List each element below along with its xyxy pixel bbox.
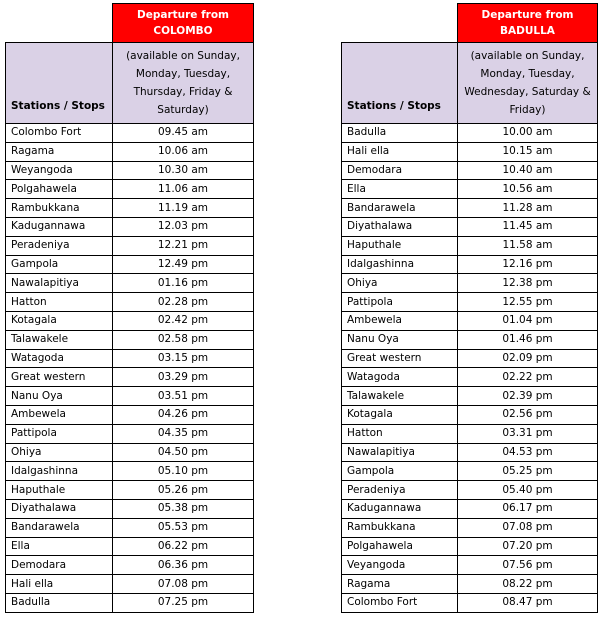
departure-time: 02.09 pm	[458, 349, 598, 368]
table-row	[6, 274, 254, 293]
station-name: Kadugannawa	[342, 499, 458, 518]
departure-time: 11.19 am	[113, 199, 254, 218]
table-row	[6, 199, 254, 218]
station-name: Ohiya	[6, 443, 113, 462]
table-row	[342, 274, 598, 293]
station-name: Peradeniya	[342, 481, 458, 500]
table-row	[6, 537, 254, 556]
table-row	[6, 368, 254, 387]
station-name: Haputhale	[6, 481, 113, 500]
departure-time: 12.49 pm	[113, 255, 254, 274]
station-name: Hali ella	[6, 575, 113, 594]
table-row	[6, 236, 254, 255]
table-row	[342, 575, 598, 594]
table-row	[342, 349, 598, 368]
badulla-timetable	[341, 3, 598, 613]
departure-time: 12.55 pm	[458, 293, 598, 312]
table-row	[342, 368, 598, 387]
station-name: Colombo Fort	[6, 124, 113, 143]
departure-time: 05.38 pm	[113, 499, 254, 518]
station-name: Ambewela	[6, 405, 113, 424]
departure-time: 11.45 am	[458, 217, 598, 236]
table-row	[342, 593, 598, 612]
table-row	[6, 556, 254, 575]
station-name: Pattipola	[6, 424, 113, 443]
table-row	[6, 443, 254, 462]
station-name: Ragama	[342, 575, 458, 594]
table-row	[6, 161, 254, 180]
colombo-timetable	[5, 3, 254, 613]
station-name: Hatton	[6, 293, 113, 312]
table-row	[342, 293, 598, 312]
station-name: Gampola	[342, 462, 458, 481]
availability-note: (available on Sunday, Monday, Tuesday, Wednesday, Saturday & Friday)	[458, 43, 598, 124]
departure-header	[458, 4, 598, 43]
departure-time: 06.22 pm	[113, 537, 254, 556]
station-name: Hali ella	[342, 142, 458, 161]
departure-time: 05.53 pm	[113, 518, 254, 537]
departure-time: 07.20 pm	[458, 537, 598, 556]
station-name: Nanu Oya	[342, 330, 458, 349]
departure-label: Departure from	[481, 9, 574, 21]
departure-time: 03.51 pm	[113, 387, 254, 406]
departure-time: 03.31 pm	[458, 424, 598, 443]
station-name: Polgahawela	[342, 537, 458, 556]
station-name: Badulla	[342, 124, 458, 143]
table-row	[6, 349, 254, 368]
table-row	[6, 255, 254, 274]
station-name: Rambukkana	[6, 199, 113, 218]
station-name: Gampola	[6, 255, 113, 274]
station-name: Idalgashinna	[6, 462, 113, 481]
table-row	[6, 217, 254, 236]
table-row	[6, 405, 254, 424]
table-row	[6, 124, 254, 143]
departure-time: 01.16 pm	[113, 274, 254, 293]
availability-note: (available on Sunday, Monday, Tuesday, Thursday, Friday & Saturday)	[113, 43, 254, 124]
stations-header: Stations / Stops	[342, 43, 458, 124]
departure-time: 09.45 am	[113, 124, 254, 143]
station-name: Bandarawela	[342, 199, 458, 218]
table-row	[6, 311, 254, 330]
station-name: Great western	[6, 368, 113, 387]
departure-time: 10.15 am	[458, 142, 598, 161]
station-name: Kotagala	[6, 311, 113, 330]
departure-time: 02.22 pm	[458, 368, 598, 387]
table-row	[342, 462, 598, 481]
departure-time: 04.53 pm	[458, 443, 598, 462]
table-row	[6, 575, 254, 594]
departure-time: 08.47 pm	[458, 593, 598, 612]
departure-time: 06.36 pm	[113, 556, 254, 575]
table-row	[6, 462, 254, 481]
station-name: Nanu Oya	[6, 387, 113, 406]
departure-time: 10.06 am	[113, 142, 254, 161]
departure-time: 10.56 am	[458, 180, 598, 199]
table-row	[6, 180, 254, 199]
departure-time: 07.08 pm	[458, 518, 598, 537]
departure-time: 06.17 pm	[458, 499, 598, 518]
station-name: Pattipola	[342, 293, 458, 312]
table-row	[342, 556, 598, 575]
colombo-rows	[6, 124, 254, 613]
table-row	[342, 330, 598, 349]
departure-time: 10.00 am	[458, 124, 598, 143]
table-row	[342, 405, 598, 424]
station-name: Talawakele	[6, 330, 113, 349]
departure-time: 10.30 am	[113, 161, 254, 180]
station-name: Nawalapitiya	[6, 274, 113, 293]
departure-time: 04.50 pm	[113, 443, 254, 462]
departure-time: 11.58 am	[458, 236, 598, 255]
station-name: Veyangoda	[342, 556, 458, 575]
departure-time: 05.26 pm	[113, 481, 254, 500]
station-name: Hatton	[342, 424, 458, 443]
departure-time: 11.28 am	[458, 199, 598, 218]
departure-city: BADULLA	[500, 25, 555, 37]
departure-time: 02.56 pm	[458, 405, 598, 424]
departure-time: 01.04 pm	[458, 311, 598, 330]
departure-time: 03.15 pm	[113, 349, 254, 368]
station-name: Diyathalawa	[342, 217, 458, 236]
station-name: Peradeniya	[6, 236, 113, 255]
departure-time: 07.56 pm	[458, 556, 598, 575]
departure-time: 11.06 am	[113, 180, 254, 199]
station-name: Ohiya	[342, 274, 458, 293]
station-name: Ella	[6, 537, 113, 556]
departure-time: 01.46 pm	[458, 330, 598, 349]
departure-time: 03.29 pm	[113, 368, 254, 387]
station-name: Ella	[342, 180, 458, 199]
departure-time: 12.03 pm	[113, 217, 254, 236]
station-name: Talawakele	[342, 387, 458, 406]
table-row	[342, 124, 598, 143]
table-row	[342, 236, 598, 255]
departure-time: 12.21 pm	[113, 236, 254, 255]
table-row	[6, 424, 254, 443]
table-row	[6, 330, 254, 349]
badulla-rows	[342, 124, 598, 613]
table-row	[342, 199, 598, 218]
departure-city: COLOMBO	[153, 25, 213, 37]
table-row	[6, 293, 254, 312]
departure-time: 04.26 pm	[113, 405, 254, 424]
departure-time: 10.40 am	[458, 161, 598, 180]
table-row	[342, 443, 598, 462]
departure-time: 08.22 pm	[458, 575, 598, 594]
station-name: Demodara	[6, 556, 113, 575]
station-name: Bandarawela	[6, 518, 113, 537]
table-row	[6, 518, 254, 537]
station-name: Demodara	[342, 161, 458, 180]
departure-time: 04.35 pm	[113, 424, 254, 443]
station-name: Idalgashinna	[342, 255, 458, 274]
departure-time: 05.40 pm	[458, 481, 598, 500]
station-name: Weyangoda	[6, 161, 113, 180]
departure-time: 12.16 pm	[458, 255, 598, 274]
station-name: Watagoda	[6, 349, 113, 368]
table-row	[6, 142, 254, 161]
table-row	[342, 311, 598, 330]
table-row	[342, 518, 598, 537]
station-name: Colombo Fort	[342, 593, 458, 612]
departure-time: 05.25 pm	[458, 462, 598, 481]
departure-header	[113, 4, 254, 43]
station-name: Nawalapitiya	[342, 443, 458, 462]
table-row	[342, 499, 598, 518]
departure-time: 07.25 pm	[113, 593, 254, 612]
table-row	[342, 387, 598, 406]
table-row	[6, 499, 254, 518]
table-row	[342, 217, 598, 236]
station-name: Diyathalawa	[6, 499, 113, 518]
table-row	[342, 481, 598, 500]
table-row	[342, 180, 598, 199]
station-name: Watagoda	[342, 368, 458, 387]
station-name: Haputhale	[342, 236, 458, 255]
table-row	[342, 142, 598, 161]
blank-cell	[342, 4, 458, 43]
departure-time: 02.28 pm	[113, 293, 254, 312]
table-row	[342, 424, 598, 443]
departure-label: Departure from	[137, 9, 229, 21]
station-name: Polgahawela	[6, 180, 113, 199]
blank-cell	[6, 4, 113, 43]
departure-time: 07.08 pm	[113, 575, 254, 594]
station-name: Kotagala	[342, 405, 458, 424]
departure-time: 02.42 pm	[113, 311, 254, 330]
table-row	[6, 481, 254, 500]
table-row	[342, 537, 598, 556]
station-name: Ambewela	[342, 311, 458, 330]
station-name: Ragama	[6, 142, 113, 161]
departure-time: 05.10 pm	[113, 462, 254, 481]
table-row	[342, 161, 598, 180]
table-row	[342, 255, 598, 274]
station-name: Badulla	[6, 593, 113, 612]
station-name: Great western	[342, 349, 458, 368]
departure-time: 02.58 pm	[113, 330, 254, 349]
station-name: Kadugannawa	[6, 217, 113, 236]
departure-time: 12.38 pm	[458, 274, 598, 293]
stations-header: Stations / Stops	[6, 43, 113, 124]
table-row	[6, 387, 254, 406]
departure-time: 02.39 pm	[458, 387, 598, 406]
station-name: Rambukkana	[342, 518, 458, 537]
table-row	[6, 593, 254, 612]
